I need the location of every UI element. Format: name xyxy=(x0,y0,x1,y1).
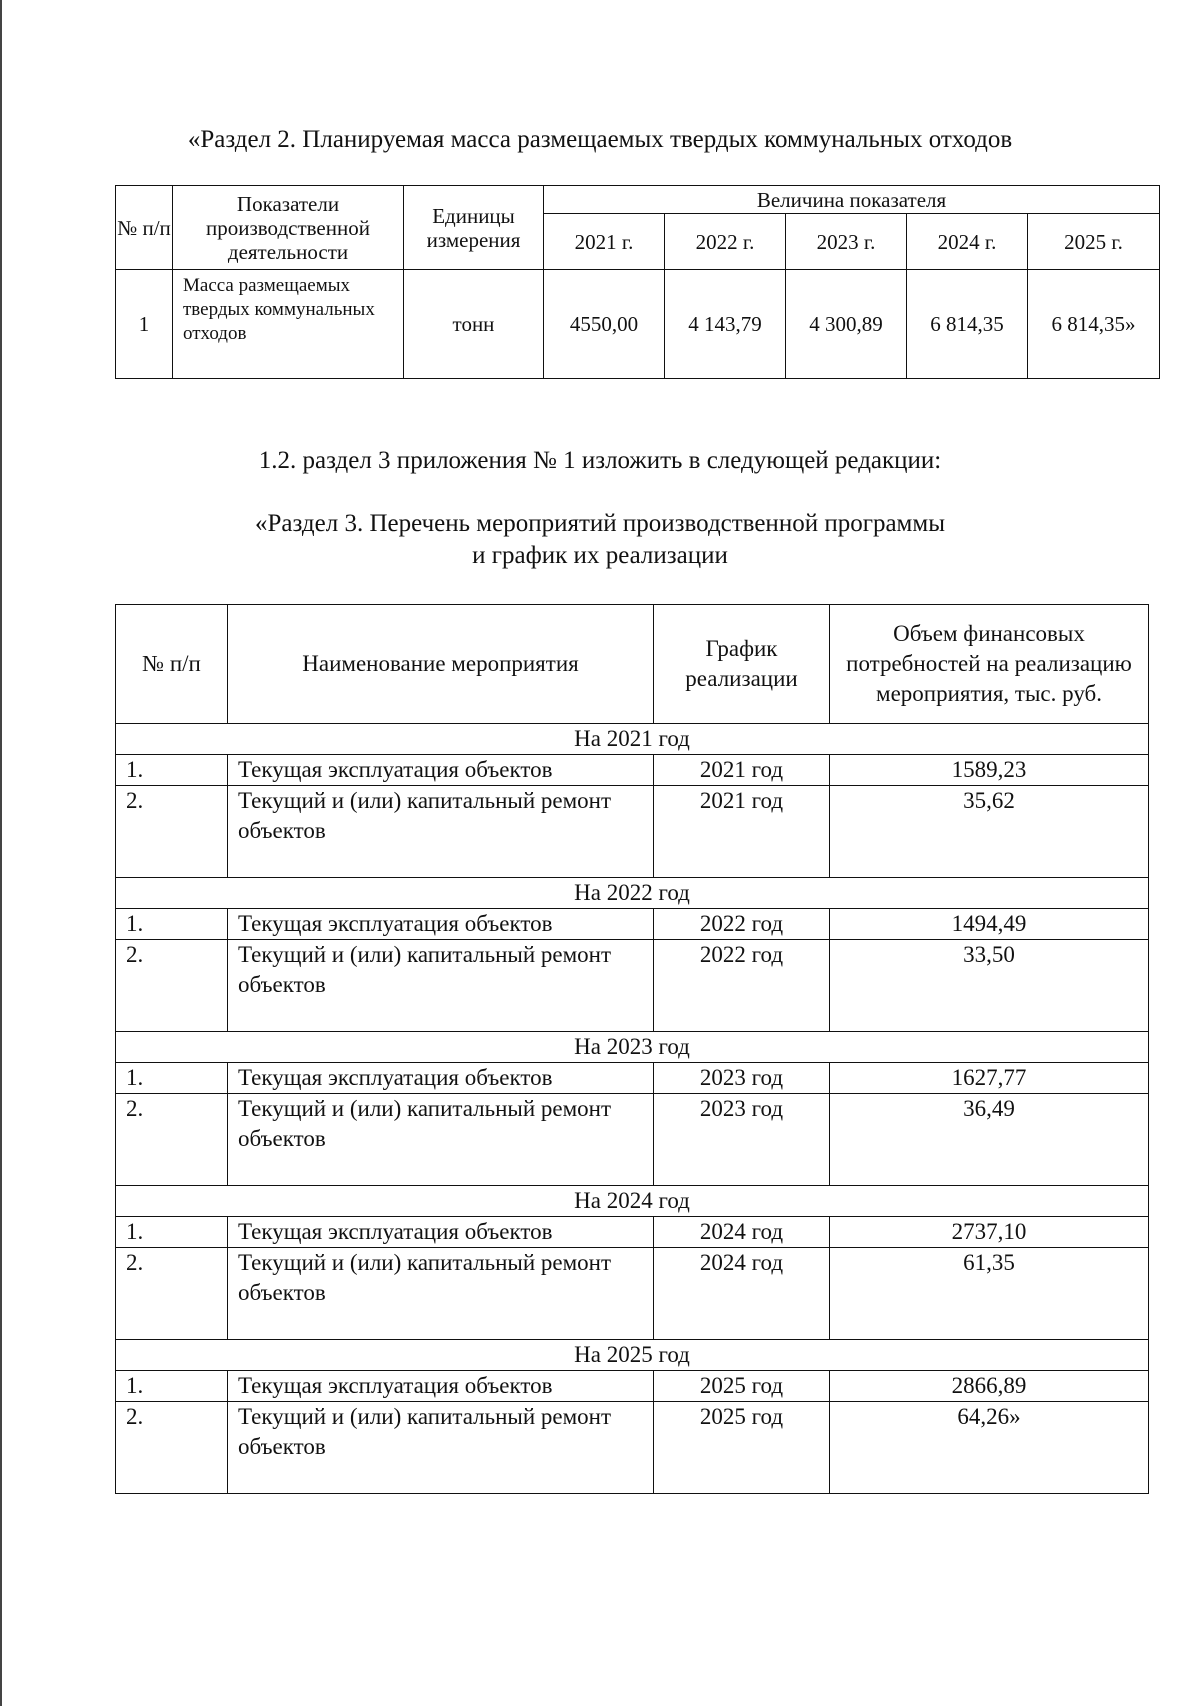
activities-table xyxy=(115,604,1149,1494)
row-amount: 61,35 xyxy=(830,1248,1149,1340)
year-group-title: На 2024 год xyxy=(116,1186,1149,1217)
row-unit: тонн xyxy=(404,270,544,379)
table-row xyxy=(116,1248,1149,1340)
year-group-row xyxy=(116,1340,1149,1371)
year-group-row xyxy=(116,1186,1149,1217)
row-name: Текущая эксплуатация объектов xyxy=(228,1063,654,1094)
row-schedule: 2024 год xyxy=(654,1248,830,1340)
section3-heading-line1: «Раздел 3. Перечень мероприятий производственной программы xyxy=(255,510,945,537)
table-row xyxy=(116,940,1149,1032)
row-num: 1. xyxy=(116,909,228,940)
row-amount: 33,50 xyxy=(830,940,1149,1032)
year-group-title: На 2023 год xyxy=(116,1032,1149,1063)
row-num: 2. xyxy=(116,1248,228,1340)
waste-mass-table xyxy=(115,185,1160,379)
col-header-indicator: Показатели производственной деятельности xyxy=(173,186,404,270)
row-name: Текущая эксплуатация объектов xyxy=(228,1371,654,1402)
col-header-year: 2023 г. xyxy=(786,214,907,270)
row-amount: 1627,77 xyxy=(830,1063,1149,1094)
table-row xyxy=(116,755,1149,786)
row-value: 6 814,35 xyxy=(907,270,1028,379)
col-header-schedule: График реализации xyxy=(654,605,830,724)
row-num: 2. xyxy=(116,940,228,1032)
row-amount: 35,62 xyxy=(830,786,1149,878)
row-num: 1. xyxy=(116,755,228,786)
row-num: 1. xyxy=(116,1063,228,1094)
year-group-row xyxy=(116,878,1149,909)
col-header-year: 2024 г. xyxy=(907,214,1028,270)
table-row xyxy=(116,1217,1149,1248)
row-schedule: 2024 год xyxy=(654,1217,830,1248)
row-name: Текущий и (или) капитальный ремонт объектов xyxy=(228,940,654,1032)
row-schedule: 2022 год xyxy=(654,909,830,940)
col-header-year: 2021 г. xyxy=(544,214,665,270)
year-group-title: На 2022 год xyxy=(116,878,1149,909)
section3-heading-line2: и график их реализации xyxy=(472,542,728,569)
col-header-year: 2025 г. xyxy=(1028,214,1160,270)
row-name: Текущий и (или) капитальный ремонт объектов xyxy=(228,786,654,878)
row-num: 1. xyxy=(116,1217,228,1248)
col-header-unit: Единицы измерения xyxy=(404,186,544,270)
row-amount: 2737,10 xyxy=(830,1217,1149,1248)
row-indicator: Масса размещаемых твердых коммунальных отходов xyxy=(173,270,404,379)
row-num: 2. xyxy=(116,1094,228,1186)
row-amount: 2866,89 xyxy=(830,1371,1149,1402)
row-name: Текущий и (или) капитальный ремонт объектов xyxy=(228,1094,654,1186)
col-header-name: Наименование мероприятия xyxy=(228,605,654,724)
row-schedule: 2025 год xyxy=(654,1402,830,1494)
table-row xyxy=(116,270,1160,379)
row-name: Текущая эксплуатация объектов xyxy=(228,909,654,940)
row-amount: 1589,23 xyxy=(830,755,1149,786)
row-name: Текущий и (или) капитальный ремонт объектов xyxy=(228,1402,654,1494)
row-name: Текущая эксплуатация объектов xyxy=(228,755,654,786)
row-num: 1 xyxy=(116,270,173,379)
table-row xyxy=(116,1063,1149,1094)
table-row xyxy=(116,1094,1149,1186)
row-schedule: 2022 год xyxy=(654,940,830,1032)
col-header-amount: Объем финансовых потребностей на реализацию мероприятия, тыс. руб. xyxy=(830,605,1149,724)
row-schedule: 2025 год xyxy=(654,1371,830,1402)
page-left-edge xyxy=(0,0,2,1706)
col-header-value-group: Величина показателя xyxy=(544,186,1160,214)
row-name: Текущая эксплуатация объектов xyxy=(228,1217,654,1248)
row-num: 2. xyxy=(116,1402,228,1494)
row-amount: 1494,49 xyxy=(830,909,1149,940)
row-value: 4 300,89 xyxy=(786,270,907,379)
row-schedule: 2023 год xyxy=(654,1063,830,1094)
year-group-title: На 2025 год xyxy=(116,1340,1149,1371)
row-value: 6 814,35» xyxy=(1028,270,1160,379)
instruction-text: 1.2. раздел 3 приложения № 1 изложить в следующей редакции: xyxy=(258,447,942,474)
col-header-num: № п/п xyxy=(116,186,173,270)
year-group-row xyxy=(116,1032,1149,1063)
table-row xyxy=(116,1371,1149,1402)
row-schedule: 2023 год xyxy=(654,1094,830,1186)
row-num: 1. xyxy=(116,1371,228,1402)
col-header-num: № п/п xyxy=(116,605,228,724)
row-name: Текущий и (или) капитальный ремонт объектов xyxy=(228,1248,654,1340)
row-amount: 36,49 xyxy=(830,1094,1149,1186)
row-amount: 64,26» xyxy=(830,1402,1149,1494)
table-row xyxy=(116,1402,1149,1494)
table-row xyxy=(116,909,1149,940)
row-value: 4 143,79 xyxy=(665,270,786,379)
table-row xyxy=(116,786,1149,878)
row-num: 2. xyxy=(116,786,228,878)
section2-heading: «Раздел 2. Планируемая масса размещаемых твердых коммунальных отходов xyxy=(187,126,1013,153)
row-value: 4550,00 xyxy=(544,270,665,379)
col-header-year: 2022 г. xyxy=(665,214,786,270)
row-schedule: 2021 год xyxy=(654,755,830,786)
row-schedule: 2021 год xyxy=(654,786,830,878)
year-group-title: На 2021 год xyxy=(116,724,1149,755)
year-group-row xyxy=(116,724,1149,755)
